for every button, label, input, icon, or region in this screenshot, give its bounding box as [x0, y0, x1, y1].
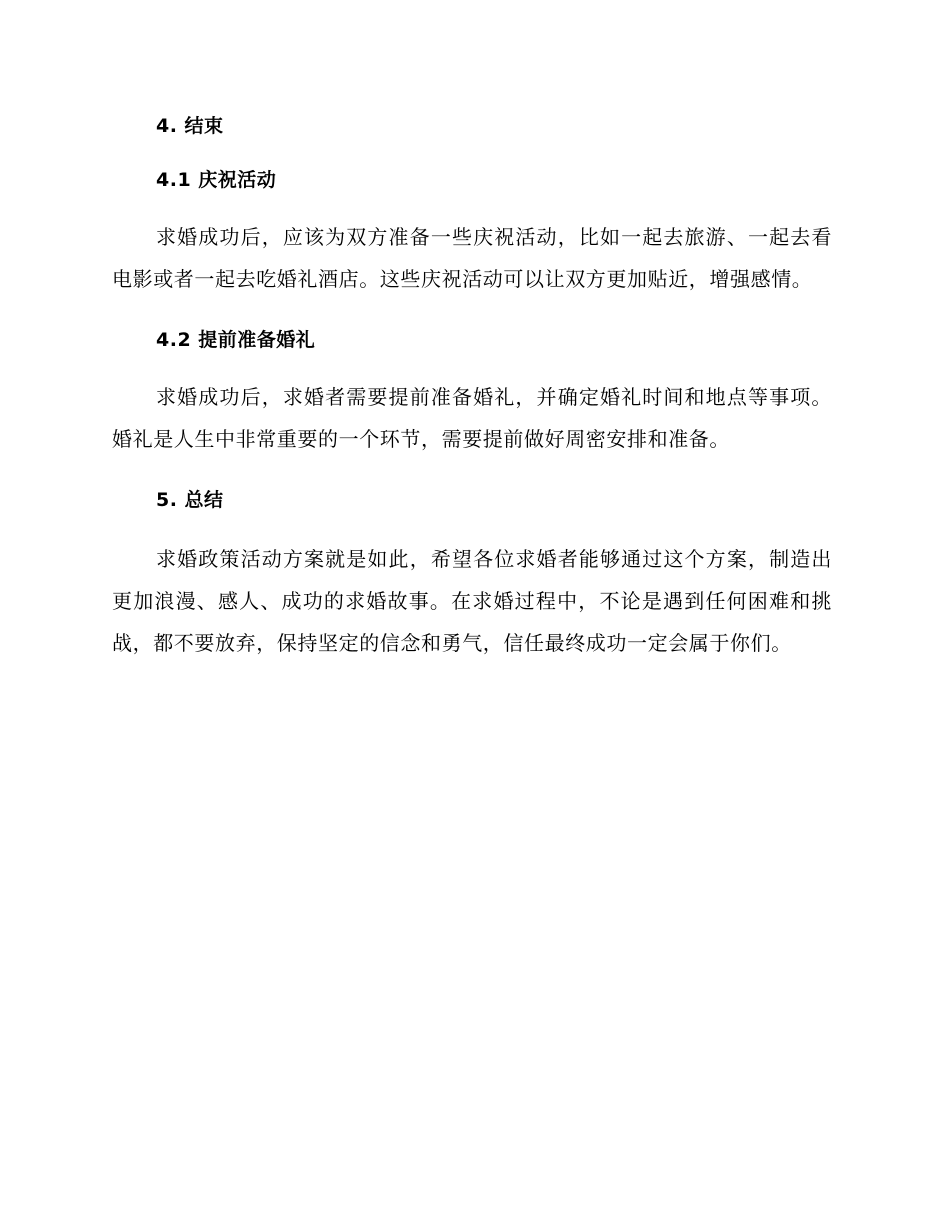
subsection-heading-wedding-prep: 4.2 提前准备婚礼	[156, 329, 316, 351]
subsection-heading-celebration: 4.1 庆祝活动	[156, 169, 277, 191]
section-heading-summary: 5. 总结	[156, 489, 224, 511]
paragraph-summary: 求婚政策活动方案就是如此，希望各位求婚者能够通过这个方案，制造出更加浪漫、感人、成功的求婚故事。在求婚过程中，不论是遇到任何困难和挑战，都不要放弃，保持坚定的信念和勇气，信任最终成功一定会属于你们。	[112, 547, 832, 655]
paragraph-wedding-prep: 求婚成功后，求婚者需要提前准备婚礼，并确定婚礼时间和地点等事项。婚礼是人生中非常重要的一个环节，需要提前做好周密安排和准备。	[112, 385, 832, 451]
paragraph-celebration: 求婚成功后，应该为双方准备一些庆祝活动，比如一起去旅游、一起去看电影或者一起去吃婚礼酒店。这些庆祝活动可以让双方更加贴近，增强感情。	[112, 225, 832, 291]
document-body	[112, 110, 832, 688]
section-heading-conclusion: 4. 结束	[156, 115, 224, 137]
